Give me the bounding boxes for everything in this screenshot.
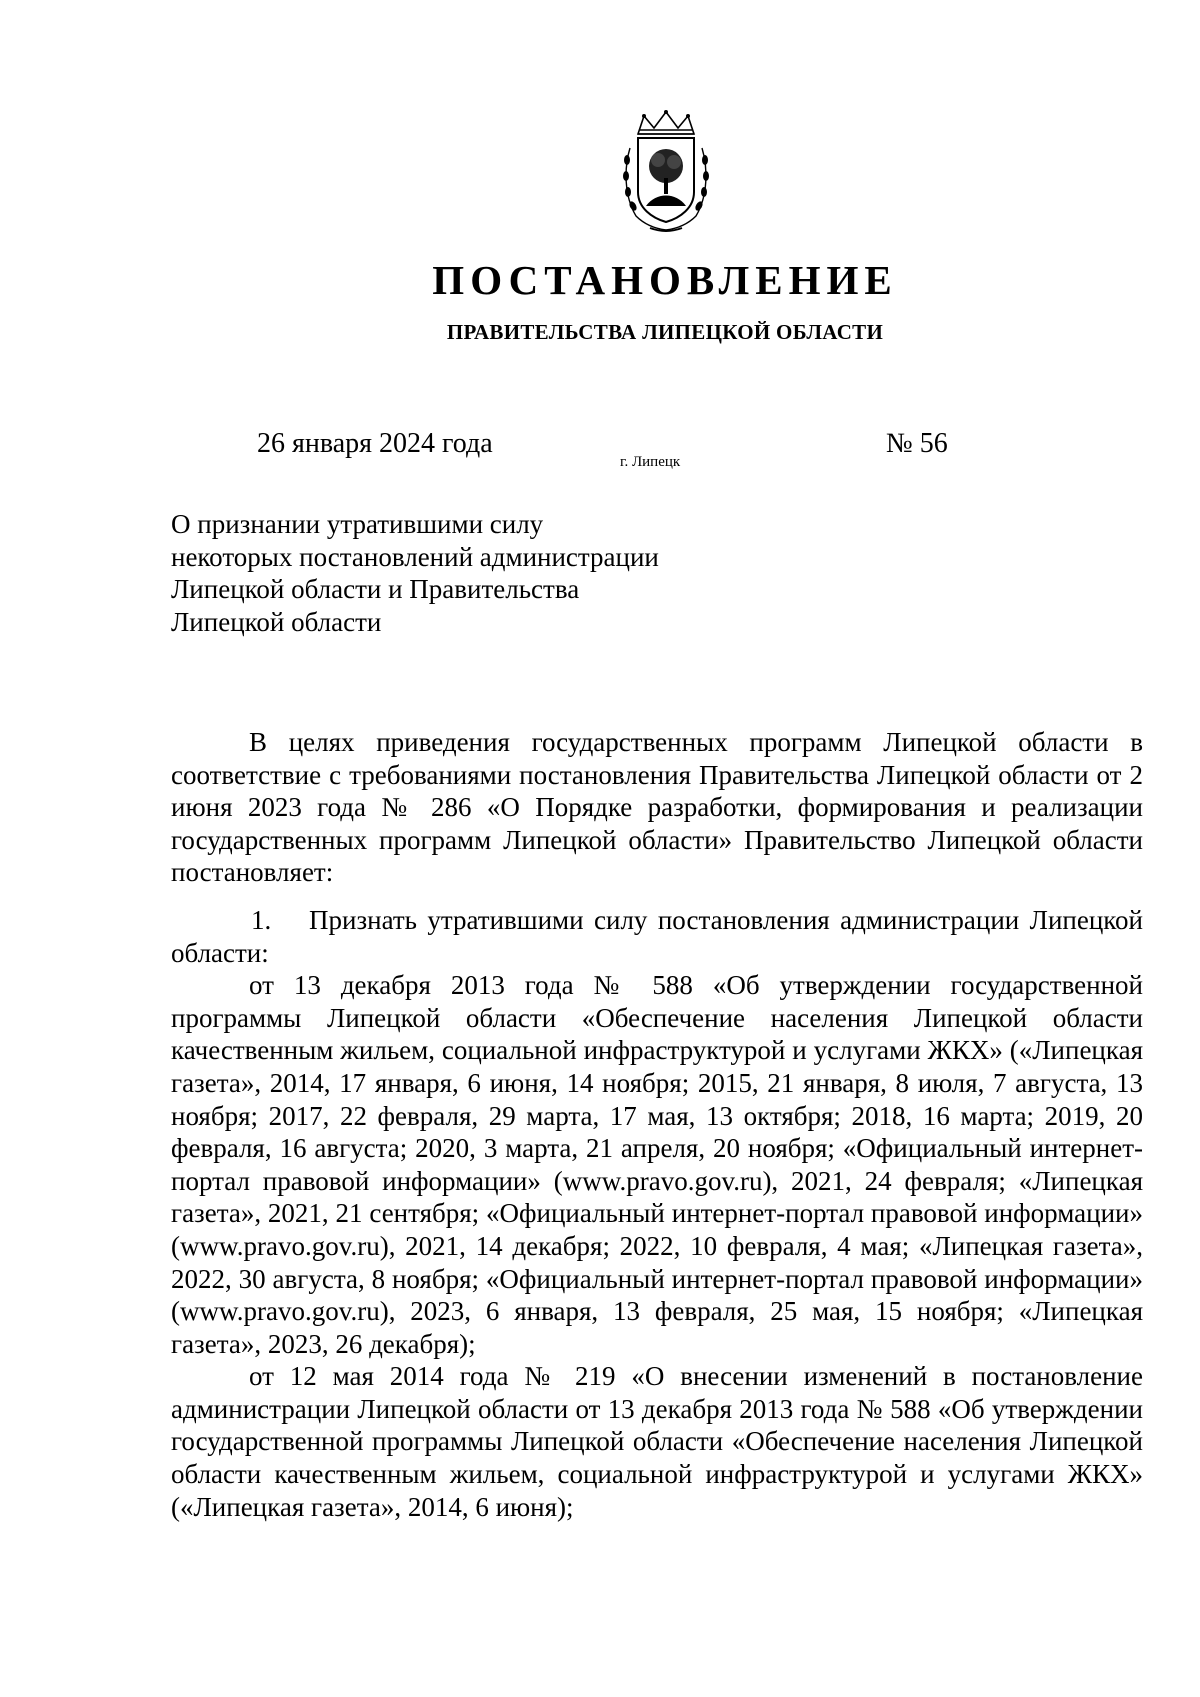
document-body (171, 726, 1143, 1523)
issuer-heading: ПРАВИТЕЛЬСТВА ЛИПЕЦКОЙ ОБЛАСТИ (446, 320, 884, 344)
title-line: Липецкой области и Правительства (171, 574, 580, 604)
repealed-act-paragraph: от 12 мая 2014 года № 219 «О внесении изменений в постановление администрации Липецкой области от 13 декабря 2013 года № 588 «Об утверждении государственной программы Липецкой области «Обеспечение населения Липецкой области качественным жильем, социальной инфраструктурой и услугами ЖКХ» («Липецкая газета», 2014, 6 июня); (171, 1361, 1143, 1522)
clause-number: 1. (251, 904, 272, 935)
clause-1-paragraph (171, 904, 1143, 969)
title-line: О признании утратившими силу (171, 509, 544, 539)
coat-of-arms-emblem (616, 108, 716, 236)
document-type-heading: ПОСТАНОВЛЕНИЕ (432, 257, 898, 303)
title-line: некоторых постановлений администрации (171, 541, 659, 572)
document-number: № 56 (886, 428, 948, 459)
title-line: Липецкой области (171, 606, 382, 637)
preamble-paragraph: В целях приведения государственных программ Липецкой области в соответствие с требованиями постановления Правительства Липецкой области от 2 июня 2023 года № 286 «О Порядке разработки, формирования и реализации государственных программ Липецкой области» Правительство Липецкой области постановляет: (171, 727, 1143, 888)
clause-text: Признать утратившими силу постановления администрации Липецкой области: (171, 904, 1143, 968)
document-title (171, 508, 731, 638)
document-date: 26 января 2024 года (257, 428, 493, 459)
document-city: г. Липецк (620, 454, 681, 470)
repealed-act-paragraph: от 13 декабря 2013 года № 588 «Об утверждении государственной программы Липецкой области «Обеспечение населения Липецкой области качественным жильем, социальной инфраструктурой и услугами ЖКХ» («Липецкая газета», 2014, 17 января, 6 июня, 14 ноября; 2015, 21 января, 8 июля, 7 августа, 13 ноября; 2017, 22 февраля, 29 марта, 17 мая, 13 октября; 2018, 16 марта; 2019, 20 февраля, 16 августа; 2020, 3 марта, 21 апреля, 20 ноября; «Официальный интернет-портал правовой информации» (www.pravo.gov.ru), 2021, 24 февраля; «Липецкая газета», 2021, 21 сентября; «Официальный интернет-портал правовой информации» (www.pravo.gov.ru), 2021, 14 декабря; 2022, 10 февраля, 4 мая; «Липецкая газета», 2022, 30 августа, 8 ноября; «Официальный интернет-портал правовой информации» (www.pravo.gov.ru), 2023, 6 января, 13 февраля, 25 мая, 15 ноября; «Липецкая газета», 2023, 26 декабря); (171, 970, 1143, 1359)
